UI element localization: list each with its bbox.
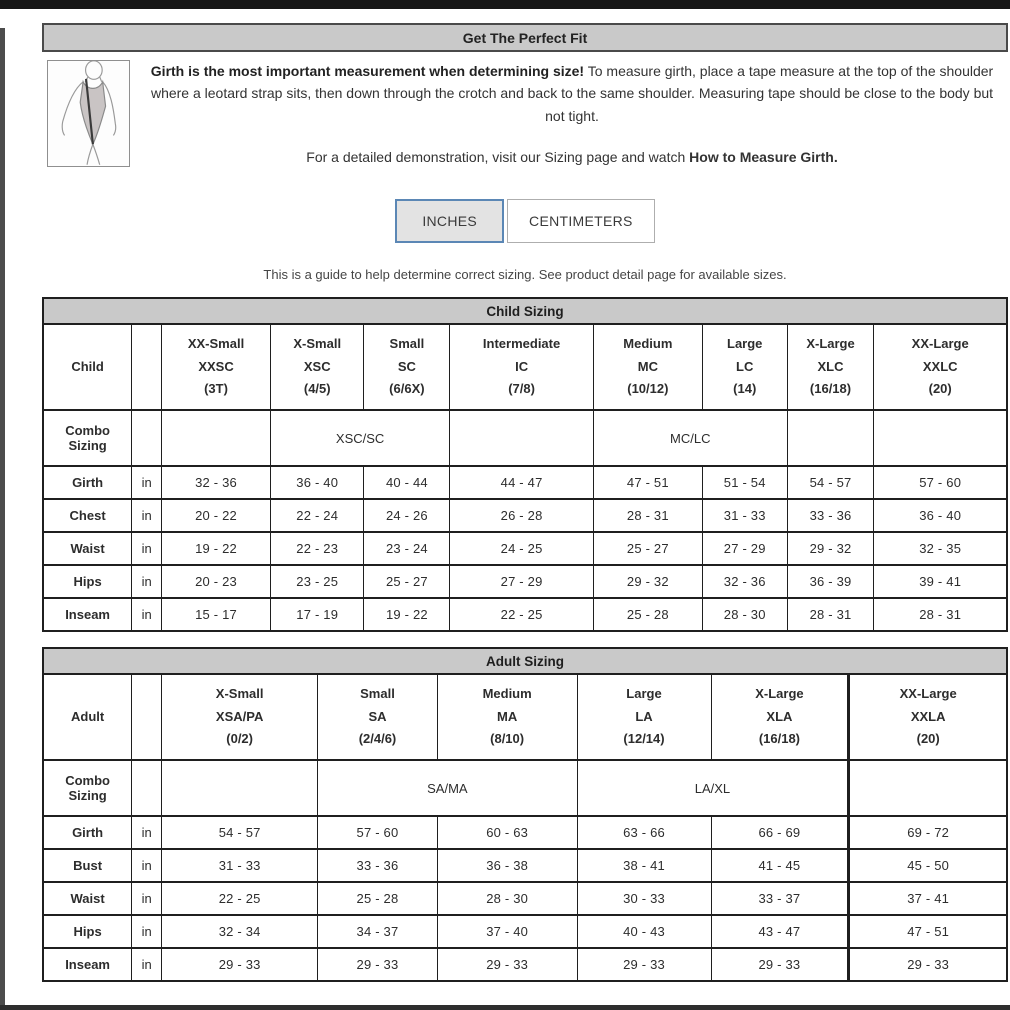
measurement-value: 22 - 24	[270, 499, 364, 532]
centimeters-button[interactable]: CENTIMETERS	[507, 199, 655, 243]
measurement-value: 29 - 33	[162, 948, 318, 981]
demo-line-prefix: For a detailed demonstration, visit our Sizing page and watch	[306, 149, 690, 166]
combo-cell: SA/MA	[318, 760, 577, 816]
unit-cell: in	[132, 882, 162, 915]
intro-text-block	[130, 60, 1008, 165]
measurement-value: 17 - 19	[270, 598, 364, 631]
size-column-header: Small SA (2/4/6)	[318, 674, 438, 760]
measurement-value: 29 - 32	[787, 532, 874, 565]
measurement-value: 29 - 33	[437, 948, 577, 981]
size-column-header: X-Large XLA (16/18)	[711, 674, 849, 760]
measurement-value: 27 - 29	[450, 565, 594, 598]
size-column-header: X-Large XLC (16/18)	[787, 324, 874, 410]
size-column-header: XX-Large XXLA (20)	[849, 674, 1007, 760]
measurement-value: 45 - 50	[849, 849, 1007, 882]
child-sizing-table	[42, 297, 1008, 632]
measurement-value: 40 - 43	[577, 915, 711, 948]
measurement-value: 27 - 29	[702, 532, 787, 565]
page-top-border	[0, 0, 1010, 9]
measurement-value: 29 - 33	[318, 948, 438, 981]
girth-instructions-lead: Girth is the most important measurement when determining size!	[150, 63, 585, 79]
unit-cell: in	[132, 532, 162, 565]
measurement-value: 41 - 45	[711, 849, 849, 882]
unit-cell: in	[132, 816, 162, 849]
measurement-value: 25 - 27	[593, 532, 702, 565]
measurement-value: 29 - 33	[577, 948, 711, 981]
measurement-value: 22 - 25	[450, 598, 594, 631]
measurement-value: 28 - 30	[702, 598, 787, 631]
size-column-header: XX-Large XXLC (20)	[874, 324, 1007, 410]
measurement-value: 33 - 37	[711, 882, 849, 915]
measurement-value: 29 - 32	[593, 565, 702, 598]
measurement-value: 47 - 51	[593, 466, 702, 499]
measurement-value: 44 - 47	[450, 466, 594, 499]
measurement-value: 19 - 22	[162, 532, 271, 565]
measurement-value: 28 - 30	[437, 882, 577, 915]
measurement-value: 23 - 24	[364, 532, 450, 565]
measurement-value: 22 - 25	[162, 882, 318, 915]
unit-cell: in	[132, 499, 162, 532]
measurement-value: 63 - 66	[577, 816, 711, 849]
table-corner-label: Adult	[43, 674, 132, 760]
measurement-label: Girth	[43, 816, 132, 849]
measurement-label: Waist	[43, 882, 132, 915]
measurement-value: 24 - 26	[364, 499, 450, 532]
measurement-value: 25 - 27	[364, 565, 450, 598]
measurement-value: 22 - 23	[270, 532, 364, 565]
table-title: Adult Sizing	[43, 648, 1007, 674]
measurement-value: 26 - 28	[450, 499, 594, 532]
measurement-value: 37 - 40	[437, 915, 577, 948]
girth-instructions-body: To measure girth, place a tape measure at the top of the shoulder where a leotard strap sits, then down through the crotch and back to the same shoulder. Measuring tape should be close to the body but not tight.	[150, 63, 994, 124]
measurement-value: 33 - 36	[787, 499, 874, 532]
demo-line	[142, 149, 1002, 165]
empty-unit-header	[132, 674, 162, 760]
measurement-label: Inseam	[43, 598, 132, 631]
combo-cell	[874, 410, 1007, 466]
size-column-header: Large LA (12/14)	[577, 674, 711, 760]
combo-cell: LA/XL	[577, 760, 849, 816]
leotard-figure-icon	[48, 61, 129, 166]
girth-instructions	[142, 60, 1002, 127]
measurement-value: 28 - 31	[787, 598, 874, 631]
combo-cell: MC/LC	[593, 410, 787, 466]
measurement-value: 66 - 69	[711, 816, 849, 849]
unit-cell: in	[132, 849, 162, 882]
measurement-value: 43 - 47	[711, 915, 849, 948]
measurement-value: 36 - 40	[270, 466, 364, 499]
measurement-value: 20 - 23	[162, 565, 271, 598]
measurement-label: Chest	[43, 499, 132, 532]
measurement-label: Waist	[43, 532, 132, 565]
demo-line-bold: How to Measure Girth.	[689, 149, 838, 166]
unit-cell: in	[132, 466, 162, 499]
combo-cell	[450, 410, 594, 466]
measurement-value: 69 - 72	[849, 816, 1007, 849]
page-bottom-border	[0, 1005, 1010, 1010]
measurement-value: 36 - 38	[437, 849, 577, 882]
measurement-value: 19 - 22	[364, 598, 450, 631]
measurement-value: 32 - 36	[162, 466, 271, 499]
measurement-value: 33 - 36	[318, 849, 438, 882]
inches-button[interactable]: INCHES	[395, 199, 504, 243]
measurement-value: 60 - 63	[437, 816, 577, 849]
measurement-label: Bust	[43, 849, 132, 882]
combo-cell	[162, 760, 318, 816]
measurement-label: Hips	[43, 565, 132, 598]
measurement-value: 32 - 34	[162, 915, 318, 948]
empty-unit-header	[132, 324, 162, 410]
size-column-header: Medium MA (8/10)	[437, 674, 577, 760]
page-left-border	[0, 28, 5, 1010]
measurement-value: 28 - 31	[593, 499, 702, 532]
measurement-value: 24 - 25	[450, 532, 594, 565]
content-area	[42, 23, 1008, 982]
unit-cell: in	[132, 565, 162, 598]
measurement-value: 54 - 57	[162, 816, 318, 849]
measurement-value: 29 - 33	[711, 948, 849, 981]
measurement-value: 30 - 33	[577, 882, 711, 915]
size-column-header: Large LC (14)	[702, 324, 787, 410]
measurement-value: 57 - 60	[874, 466, 1007, 499]
size-column-header: X-Small XSA/PA (0/2)	[162, 674, 318, 760]
combo-cell: XSC/SC	[270, 410, 449, 466]
measurement-value: 25 - 28	[318, 882, 438, 915]
combo-sizing-label: Combo Sizing	[43, 760, 132, 816]
measurement-value: 15 - 17	[162, 598, 271, 631]
adult-sizing-table	[42, 647, 1008, 982]
measurement-value: 34 - 37	[318, 915, 438, 948]
measurement-value: 57 - 60	[318, 816, 438, 849]
size-column-header: XX-Small XXSC (3T)	[162, 324, 271, 410]
size-column-header: Medium MC (10/12)	[593, 324, 702, 410]
leotard-girth-diagram-icon	[47, 60, 130, 167]
unit-cell: in	[132, 598, 162, 631]
measurement-value: 36 - 39	[787, 565, 874, 598]
measurement-value: 32 - 35	[874, 532, 1007, 565]
measurement-value: 20 - 22	[162, 499, 271, 532]
measurement-value: 40 - 44	[364, 466, 450, 499]
unit-cell: in	[132, 915, 162, 948]
size-column-header: Small SC (6/6X)	[364, 324, 450, 410]
measurement-label: Hips	[43, 915, 132, 948]
measurement-value: 31 - 33	[702, 499, 787, 532]
combo-cell	[162, 410, 271, 466]
page-title: Get The Perfect Fit	[462, 29, 588, 46]
measurement-value: 36 - 40	[874, 499, 1007, 532]
table-title: Child Sizing	[43, 298, 1007, 324]
empty-unit-cell	[132, 410, 162, 466]
measurement-label: Girth	[43, 466, 132, 499]
empty-unit-cell	[132, 760, 162, 816]
table-corner-label: Child	[43, 324, 132, 410]
measurement-value: 23 - 25	[270, 565, 364, 598]
combo-cell	[849, 760, 1007, 816]
measurement-value: 54 - 57	[787, 466, 874, 499]
combo-sizing-label: Combo Sizing	[43, 410, 132, 466]
measurement-value: 31 - 33	[162, 849, 318, 882]
measurement-value: 51 - 54	[702, 466, 787, 499]
measurement-value: 29 - 33	[849, 948, 1007, 981]
intro-section	[42, 60, 1008, 167]
measurement-value: 47 - 51	[849, 915, 1007, 948]
unit-toggle	[42, 199, 1008, 243]
measurement-value: 28 - 31	[874, 598, 1007, 631]
guide-note: This is a guide to help determine correct sizing. See product detail page for available sizes.	[263, 267, 787, 282]
unit-cell: in	[132, 948, 162, 981]
size-column-header: Intermediate IC (7/8)	[450, 324, 594, 410]
measurement-value: 39 - 41	[874, 565, 1007, 598]
measurement-label: Inseam	[43, 948, 132, 981]
fit-header-bar	[42, 23, 1008, 52]
measurement-value: 25 - 28	[593, 598, 702, 631]
measurement-value: 32 - 36	[702, 565, 787, 598]
combo-cell	[787, 410, 874, 466]
measurement-value: 38 - 41	[577, 849, 711, 882]
measurement-value: 37 - 41	[849, 882, 1007, 915]
size-column-header: X-Small XSC (4/5)	[270, 324, 364, 410]
